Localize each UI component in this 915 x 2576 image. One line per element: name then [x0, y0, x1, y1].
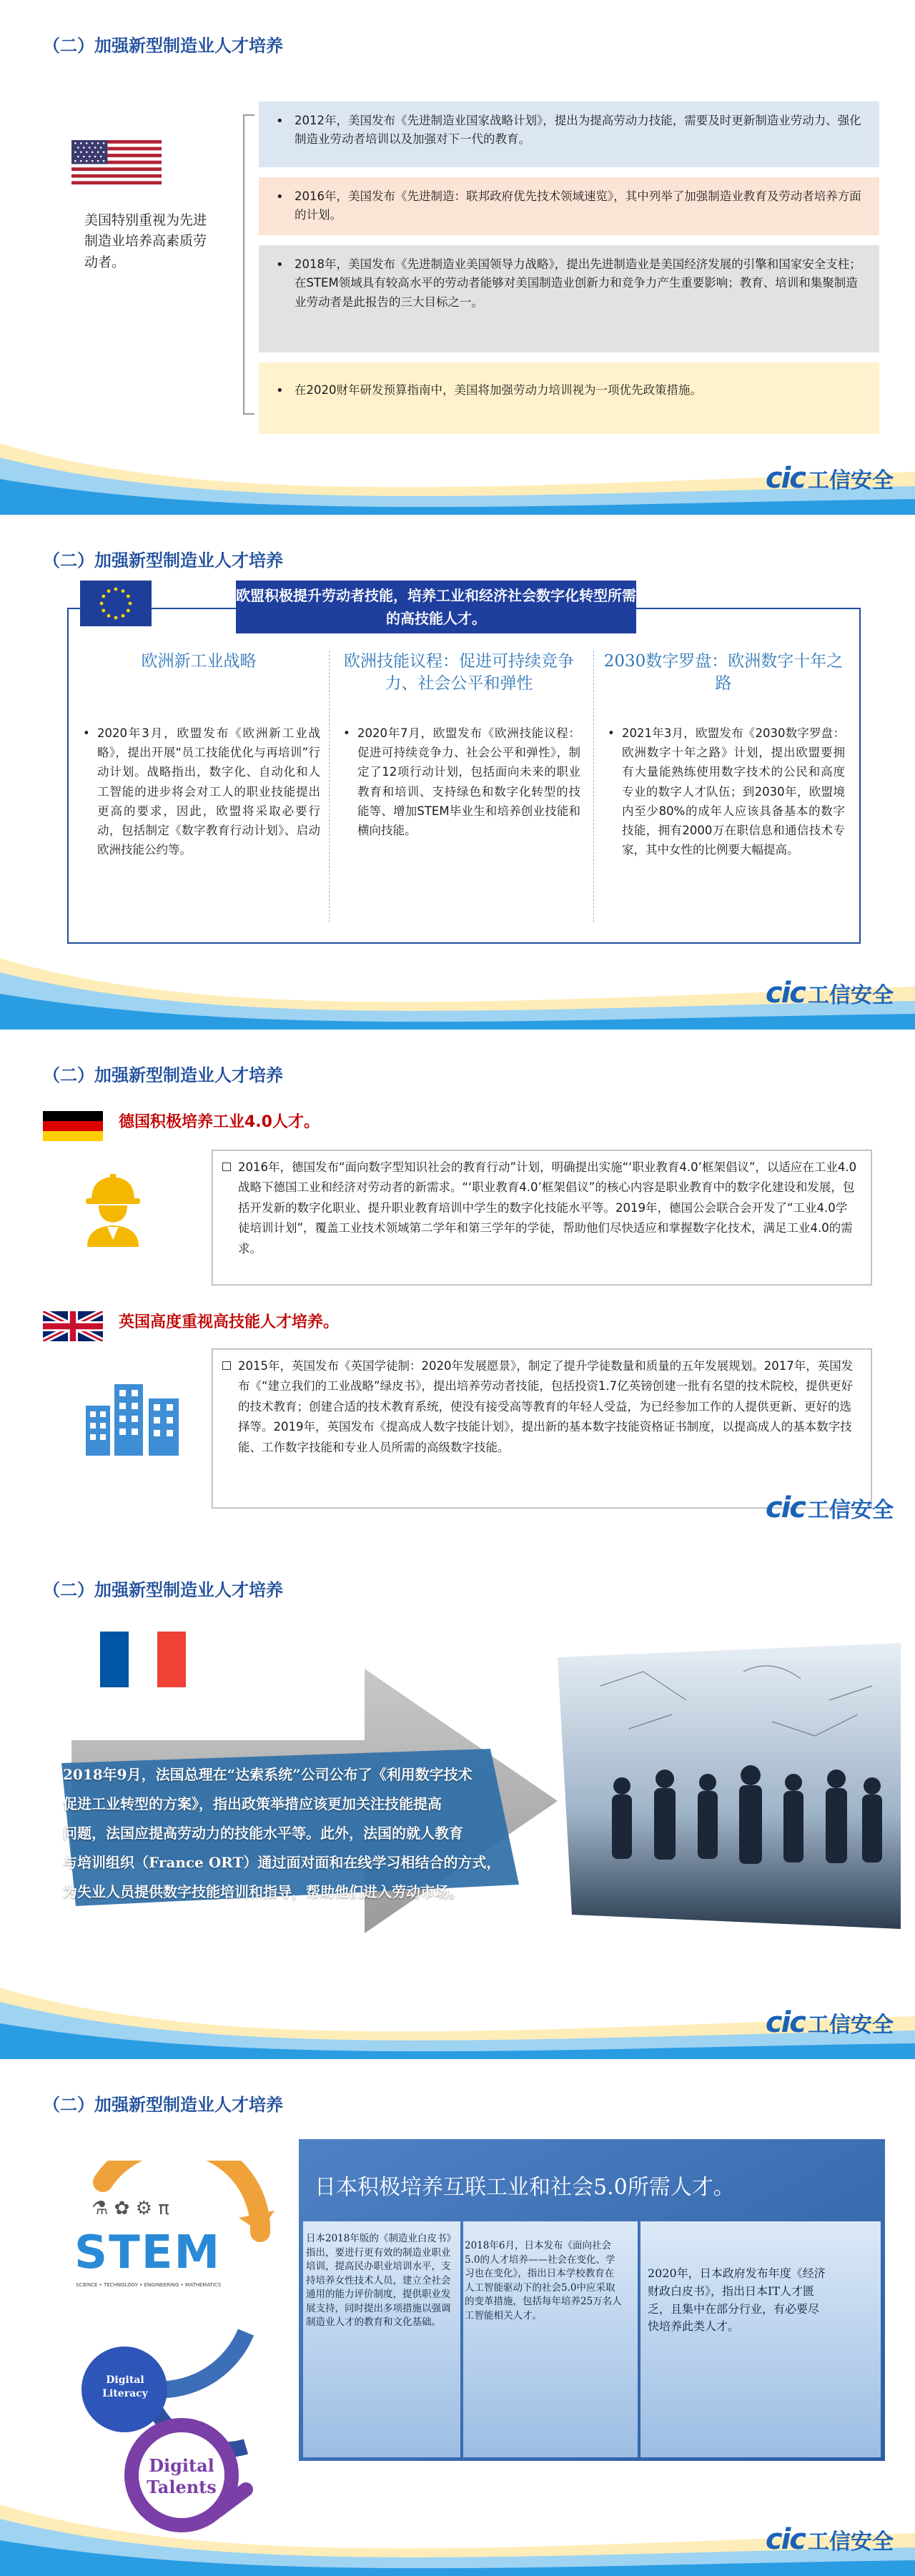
japan-col: 2018年6月，日本发布《面向社会5.0的人才培养——社会在变化、学习也在变化》，指出日本学校教育在人工智能驱动下的社会5.0中应采取的变革措施，包括每年培养25万名人工智能相关人才。: [465, 2240, 622, 2321]
france-text-line: 2018年9月，法国总理在“达索系统”公司公布了《利用数字技术: [63, 1766, 473, 1783]
us-policy-list: [259, 102, 879, 444]
column-heading: 欧洲技能议程：促进可持续竞争力、社会公平和弹性: [344, 652, 574, 694]
cic-logo: [766, 1491, 894, 1524]
footer-wave: [0, 922, 915, 1030]
germany-flag-icon: [43, 1111, 103, 1141]
eu-column: [602, 651, 845, 860]
science-icons: ⚗ ✿ ⚙ π: [92, 2198, 169, 2219]
eu-banner: 欧盟积极提升劳动者技能，培养工业和经济社会数字化转型所需的高技能人才。: [236, 581, 636, 633]
footer-wave: [0, 1952, 915, 2059]
cic-logo: [766, 2523, 894, 2556]
france-flag-icon: [100, 1632, 186, 1687]
stem-sub: SCIENCE • TECHNOLOGY • ENGINEERING • MATHEMATICS: [76, 2282, 222, 2288]
slide-germany-uk: [0, 1030, 915, 1544]
cic-logo: [766, 977, 894, 1010]
germany-heading: 德国积极培养工业4.0人才。: [119, 1113, 320, 1131]
stem-label: STEM: [74, 2226, 222, 2279]
slide-title: （二）加强新型制造业人才培养: [43, 1580, 283, 1600]
logo-mark: cic: [765, 2523, 805, 2556]
digital-literacy-label: Digital Literacy: [102, 2374, 148, 2399]
us-flag-icon: [71, 140, 162, 184]
slide-title: （二）加强新型制造业人才培养: [43, 1065, 283, 1085]
column-text: • 2020年3月，欧盟发布《欧洲新工业战略》，提出开展“员工技能优化与再培训”行动计划。战略指出，数字化、自动化和人工智能的进步将会对工人的职业技能提出更高的要求，因此，欧盟将采取必要行动，包括制定《数字教育行动计划》、启动欧洲技能公约等。: [77, 724, 320, 860]
uk-textbox: [212, 1348, 872, 1509]
digital-talents-label: Digital Talents: [147, 2455, 217, 2497]
bracket-connector: [243, 114, 254, 415]
slide-usa: [0, 0, 915, 515]
column-heading: 2030数字罗盘：欧洲数字十年之路: [603, 652, 844, 694]
buildings-icon: [83, 1370, 182, 1456]
logo-mark: cic: [765, 462, 805, 495]
uk-flag-icon: [43, 1311, 103, 1341]
us-policy-item: • 2016年，美国发布《先进制造：联邦政府优先技术领域速览》，其中列举了加强制造业教育及劳动者培养方面的计划。: [259, 177, 879, 235]
checkbox-square-icon: [222, 1163, 231, 1171]
worker-helmet-icon: [77, 1170, 149, 1247]
japan-heading: 日本积极培养互联工业和社会5.0所需人才。: [315, 2175, 735, 2200]
eu-column: [77, 651, 320, 860]
germany-textbox: [212, 1150, 872, 1285]
business-people-photo: [558, 1643, 901, 1929]
us-policy-item: • 2018年，美国发布《先进制造业美国领导力战略》，提出先进制造业是美国经济发展的引擎和国家安全支柱；在STEM领域具有较高水平的劳动者能够对美国制造业创新力和竞争力产生重要影响；教育、培训和集聚制造业劳动者是此报告的三大目标之一。: [259, 245, 879, 352]
column-text: • 2021年3月，欧盟发布《2030数字罗盘：欧洲数字十年之路》计划，提出欧盟要拥有大量能熟练使用数字技术的公民和高度专业的数字人才队伍；到2030年，欧盟境内至少80%的成年人应该具备基本的数字技能，拥有2000万在职信息和通信技术专家，其中女性的比例要大幅提高。: [602, 724, 845, 860]
slide-japan: [0, 2059, 915, 2576]
footer-wave: [0, 408, 915, 515]
logo-text: 工信安全: [808, 2013, 894, 2038]
germany-text: 2016年，德国发布“面向数字型知识社会的教育行动”计划，明确提出实施“‘职业教育4.0’框架倡议”，以适应在工业4.0战略下德国工业和经济对劳动者的新需求。“‘职业教育4.0’框架倡议”的核心内容是职业教育中的数字化建设和发展，包括开发新的数字化职业、提升职业教育培训中学生的数字化技能水平等。2019年，德国公会联合会开发了“工业4.0学徒培训计划”，覆盖工业技术领域第二学年和第三学年的学徒，帮助他们尽快适应和掌握数字化技术，满足工业4.0的需求。: [238, 1160, 857, 1255]
footer-wave: [0, 2469, 915, 2576]
uk-heading: 英国高度重视高技能人才培养。: [119, 1313, 340, 1331]
france-text-line: 问题，法国应提高劳动力的技能水平等。此外，法国的就人教育: [63, 1825, 463, 1842]
column-heading: 欧洲新工业战略: [141, 652, 257, 671]
logo-mark: cic: [765, 1491, 805, 1524]
cic-logo: [766, 2006, 894, 2039]
france-text: [63, 1760, 520, 1907]
france-text-line: 为失业人员提供数字技能培训和指导，帮助他们进入劳动市场。: [63, 1883, 463, 1900]
cic-logo: [766, 462, 894, 495]
uk-text: 2015年，英国发布《英国学徒制：2020年发展愿景》，制定了提升学徒数量和质量的五年发展规划。2017年，英国发布《“建立我们的工业战略”绿皮书》，提出培养劳动者技能，包括投资1.7亿英镑创建一批有名望的技术院校，提供更好的技术教育；创建合适的技术教育系统，使没有接受高等教育的年轻人受益，为已经参加工作的人提供更新、更好的选择等。2019年，英国发布《提高成人数字技能计划》，提出新的基本数字技能资格证书制度，以提高成人的基本数字技能、工作数字技能和专业人员所需的高级数字技能。: [238, 1359, 854, 1454]
slide-title: （二）加强新型制造业人才培养: [43, 551, 283, 571]
eu-flag-icon: [80, 581, 152, 626]
france-text-line: 与培训组织（France ORT）通过面对面和在线学习相结合的方式，: [63, 1854, 501, 1871]
logo-text: 工信安全: [808, 1498, 894, 1523]
logo-text: 工信安全: [808, 983, 894, 1008]
slide-france: [0, 1544, 915, 2059]
eu-column: [337, 651, 580, 840]
japan-col: 日本2018年版的《制造业白皮书》指出，要进行更有效的制造业职业培训，提高民办职业培训水平，支持培养女性技术人员，建立全社会通用的能力评价制度，提供职业发展支持，同时提出多项措施以强调制造业人才的教育和文化基础。: [306, 2233, 456, 2329]
us-caption: 美国特别重视为先进制造业培养高素质劳动者。: [84, 212, 207, 270]
column-text: • 2020年7月，欧盟发布《欧洲技能议程：促进可持续竞争力、社会公平和弹性》，制定了12项行动计划，包括面向未来的职业教育和培训、支持绿色和数字化转型的技能等、增加STEM毕业生和培养创业技能和横向技能。: [337, 724, 580, 840]
slide-title: （二）加强新型制造业人才培养: [43, 36, 283, 56]
us-policy-item: • 在2020财年研发预算指南中，美国将加强劳动力培训视为一项优先政策措施。: [259, 362, 879, 434]
logo-text: 工信安全: [808, 468, 894, 493]
logo-mark: cic: [765, 977, 805, 1010]
logo-mark: cic: [765, 2006, 805, 2039]
logo-text: 工信安全: [808, 2530, 894, 2555]
checkbox-square-icon: [222, 1361, 231, 1370]
slide-title: （二）加强新型制造业人才培养: [43, 2095, 283, 2115]
japan-col: 2020年，日本政府发布年度《经济财政白皮书》，指出日本IT人才匮乏，且集中在部分行业，有必要尽快培养此类人才。: [648, 2266, 826, 2334]
column-divider: [329, 651, 330, 922]
slide-eu: [0, 515, 915, 1030]
us-policy-item: • 2012年，美国发布《先进制造业国家战略计划》，提出为提高劳动力技能，需要及时更新制造业劳动力、强化制造业劳动者培训以及加强对下一代的教育。: [259, 102, 879, 167]
france-text-line: 促进工业转型的方案》，指出政策举措应该更加关注技能提高: [63, 1795, 442, 1812]
column-divider: [593, 651, 594, 922]
